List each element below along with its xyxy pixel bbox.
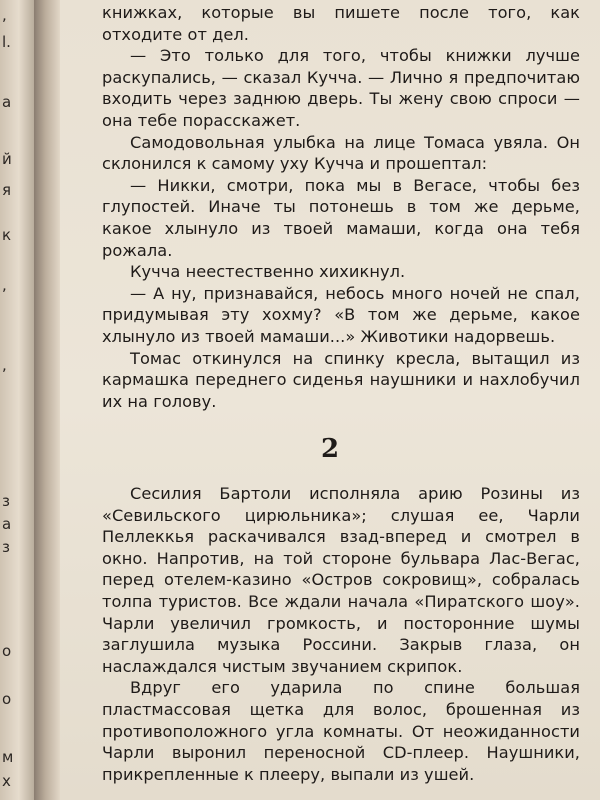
- left-page-fragment: l.: [2, 33, 11, 51]
- left-page-fragment: ,: [2, 6, 7, 24]
- paragraph: книжках, которые вы пишете после того, как отходите от дел.: [102, 3, 580, 44]
- paragraph: Томас откинулся на спинку кресла, вытащил из кармашка переднего сиденья наушники и нахлобучил их на голову.: [102, 348, 580, 411]
- left-page-fragment: я: [2, 181, 12, 199]
- left-page-fragment: а: [2, 515, 12, 533]
- left-page-fragment: ,: [2, 276, 7, 294]
- left-page-fragment: о: [2, 690, 12, 708]
- left-page-fragment: х: [2, 772, 11, 790]
- left-page-fragment: з: [2, 492, 10, 510]
- paragraph: Кучча неестественно хихикнул.: [130, 262, 406, 282]
- section-one-text: [102, 2, 580, 412]
- paragraph: Вдруг его ударила по спине большая пластмассовая щетка для волос, брошенная из противоположного угла комнаты. От неожиданности Чарли выронил переносной CD-плеер. Наушники, прикрепленные к плееру, выпали из ушей.: [102, 678, 580, 784]
- chapter-number: 2: [320, 434, 340, 464]
- paragraph: — Это только для того, чтобы книжки лучше раскупались, — сказал Кучча. — Лично я предпочитаю входить через заднюю дверь. Ты жену свою спроси — она тебе порасскажет.: [102, 46, 580, 130]
- left-page-fragment: з: [2, 538, 10, 556]
- paragraph: — А ну, признавайся, небось много ночей не спал, придумывая эту хохму? «В том же дерьме, какое хлынуло из твоей мамаши...» Животики надорвешь.: [102, 283, 580, 346]
- left-page-fragment: ,: [2, 356, 7, 374]
- left-page-fragment: а: [2, 93, 12, 111]
- section-two-text: [102, 483, 580, 785]
- left-page-fragment: м: [2, 748, 14, 766]
- left-page-fragment: й: [2, 150, 12, 168]
- previous-page-edge: [0, 0, 34, 800]
- left-page-fragment: к: [2, 226, 12, 244]
- book-page: [60, 0, 600, 800]
- left-page-fragment: о: [2, 642, 12, 660]
- paragraph: — Никки, смотри, пока мы в Вегасе, чтобы без глупостей. Иначе ты потонешь в том же дерьме, какое хлынуло из твоей мамаши, когда она тебя рожала.: [102, 175, 580, 260]
- book-gutter: [34, 0, 60, 800]
- paragraph: Самодовольная улыбка на лице Томаса увяла. Он склонился к самому уху Кучча и прошептал:: [102, 132, 580, 174]
- paragraph: Сесилия Бартоли исполняла арию Розины из «Севильского цирюльника»; слушая ее, Чарли Пеллеккья раскачивался взад-вперед и смотрел в окно. Напротив, на той стороне бульвара Лас-Вегас, перед отелем-казино «Остров сокровищ», собралась толпа туристов. Все ждали начала «Пиратского шоу». Чарли увеличил громкость, и посторонние шумы заглушила музыка Россини. Закрыв глаза, он наслаждался чистым звучанием скрипок.: [102, 484, 580, 676]
